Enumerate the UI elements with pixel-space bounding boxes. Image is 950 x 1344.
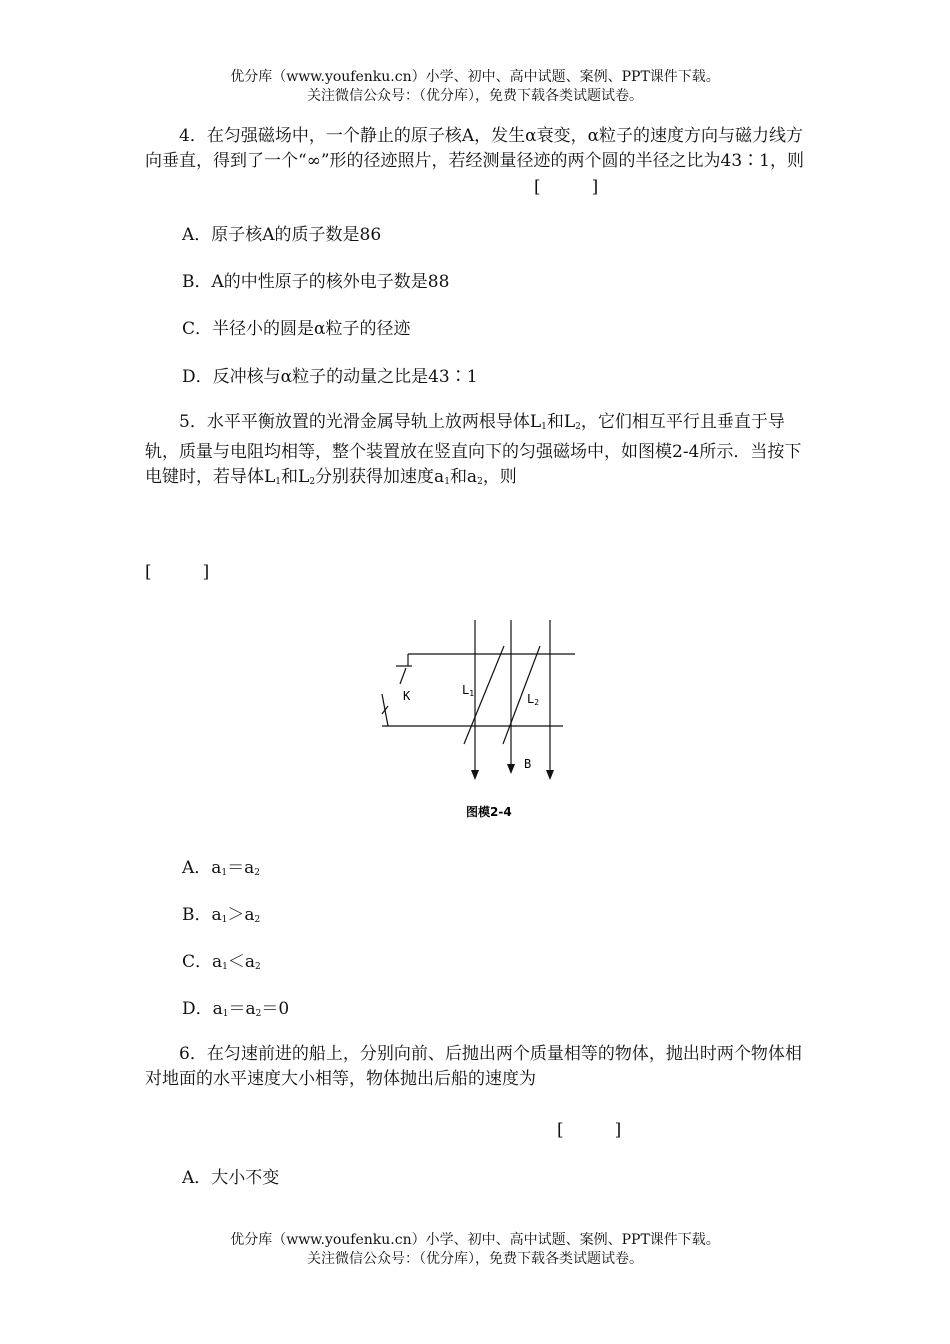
q5-stem — [145, 410, 805, 495]
q5-option-d: D．$a_1=a_2=0$ — [182, 999, 290, 1019]
q5-stem-seg: 和a — [449, 467, 478, 487]
figure-rails-diagram — [370, 610, 590, 825]
q5-sub: 1 — [541, 422, 547, 432]
q6-stem — [145, 1042, 805, 1092]
q6-stem-text: 6．在匀速前进的船上，分别向前、后抛出两个质量相等的物体，抛出时两个物体相对地面的水平速度大小相等，物体抛出后船的速度为 — [145, 1044, 802, 1089]
q5-stem-seg: 和L — [281, 467, 310, 487]
q5-option-a: A．$a_1=a_2$ — [182, 858, 261, 878]
footer-line-2: 关注微信公众号：（优分库），免费下载各类试题试卷。 — [307, 1251, 643, 1267]
field-arrow-3 — [546, 770, 554, 780]
field-arrow-1 — [471, 770, 479, 780]
q5-answer-bracket: [ ] — [145, 562, 210, 582]
field-arrow-2 — [507, 764, 515, 774]
q5-sub: 2 — [477, 477, 483, 487]
q5-stem-seg: ，它们相互平行且垂直于导轨，质量与电阻均相等，整个装置放在竖直向下的匀强磁场中，如图模2-4所示．当按下电键时，若导体L — [145, 412, 802, 487]
q4-option-b: B．A的中性原子的核外电子数是88 — [182, 272, 450, 292]
q5-stem-seg: 和L — [546, 412, 576, 432]
q4-answer-bracket: [ ] — [534, 177, 599, 197]
q5-option-c: C．$a_1<a_2$ — [182, 952, 261, 972]
label-k: K — [403, 689, 411, 703]
q5-sub: 1 — [444, 477, 450, 487]
q5-stem-seg: ，则 — [482, 467, 517, 487]
label-b: B — [524, 757, 532, 771]
q4-option-c: C．半径小的圆是α粒子的径迹 — [182, 319, 411, 339]
q6-answer-bracket: [ ] — [557, 1120, 622, 1140]
header-line-1: 优分库（www.youfenku.cn）小学、初中、高中试题、案例、PPT课件下载。 — [230, 69, 720, 85]
footer-line-1: 优分库（www.youfenku.cn）小学、初中、高中试题、案例、PPT课件下载。 — [230, 1232, 720, 1248]
q6-option-a: A．大小不变 — [182, 1168, 280, 1188]
q5-sub: 1 — [275, 477, 282, 487]
q5-stem-seg: 分别获得加速度a — [315, 467, 445, 487]
q4-stem-text: 4．在匀强磁场中，一个静止的原子核A，发生α衰变，α粒子的速度方向与磁力线方向垂直，得到了一个“∞”形的径迹照片，若经测量径迹的两个圆的半径之比为43∶1，则 — [145, 126, 804, 171]
switch-blade — [400, 668, 406, 684]
header-line-2: 关注微信公众号：（优分库），免费下载各类试题试卷。 — [307, 88, 643, 104]
figure-caption: 图模2-4 — [466, 805, 512, 819]
label-l2: L2 — [527, 692, 540, 707]
conductor-l2 — [503, 646, 540, 744]
q5-sub: 2 — [309, 477, 316, 487]
q4-stem — [145, 124, 805, 174]
q4-option-d: D．反冲核与α粒子的动量之比是43∶1 — [182, 367, 478, 387]
q5-stem-seg: 5．水平平衡放置的光滑金属导轨上放两根导体L — [179, 412, 542, 432]
q5-option-b: B．$a_1>a_2$ — [182, 905, 261, 925]
label-l1: L1 — [462, 683, 475, 698]
q4-option-a: A．原子核A的质子数是86 — [182, 225, 382, 245]
q5-sub: 2 — [575, 422, 581, 432]
